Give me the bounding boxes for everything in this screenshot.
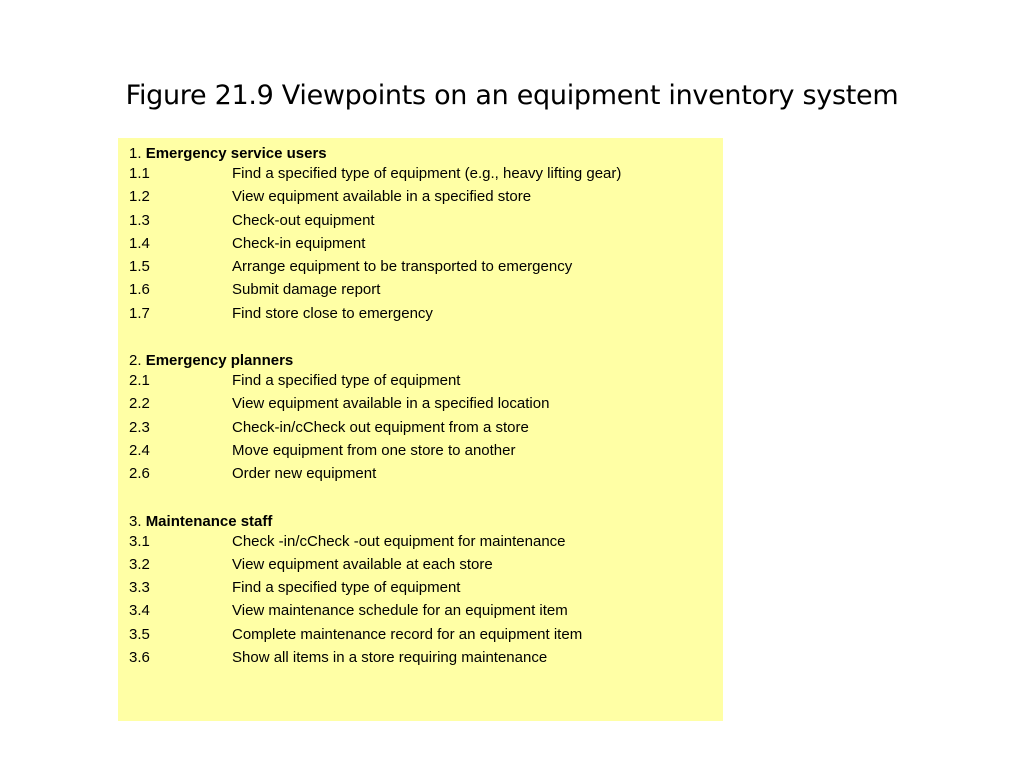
item-number: 2.6 <box>129 465 150 483</box>
section-title: Emergency service users <box>145 145 327 162</box>
item-number: 1.6 <box>129 281 150 299</box>
list-item <box>129 257 723 280</box>
viewpoints-panel <box>118 138 723 721</box>
item-text: View equipment available in a specified location <box>232 395 550 413</box>
list-item <box>129 555 723 578</box>
item-number: 2.4 <box>129 441 150 459</box>
list-item <box>129 187 723 210</box>
section-title: Emergency planners <box>145 352 294 370</box>
section-title: Maintenance staff <box>145 512 273 530</box>
item-number: 3.4 <box>129 602 150 620</box>
item-number: 1.3 <box>129 211 150 229</box>
section-number: 2. <box>129 352 142 370</box>
section-spacer <box>129 327 723 351</box>
item-number: 3.5 <box>129 625 150 643</box>
list-item <box>129 418 723 441</box>
list-item <box>129 532 723 555</box>
item-number: 3.2 <box>129 555 150 573</box>
item-text: Check -in/cCheck -out equipment for maintenance <box>232 532 566 550</box>
item-number: 3.6 <box>129 649 150 667</box>
item-number: 1.5 <box>129 258 150 276</box>
section-number: 3. <box>129 512 142 530</box>
list-item <box>129 648 723 671</box>
item-number: 1.2 <box>129 188 150 206</box>
list-item <box>129 441 723 464</box>
section-heading-maintenance-staff <box>129 512 723 532</box>
list-item <box>129 211 723 234</box>
item-text: Find a specified type of equipment <box>232 372 461 390</box>
list-item <box>129 164 723 187</box>
section-spacer <box>129 488 723 512</box>
list-item <box>129 304 723 327</box>
list-item <box>129 394 723 417</box>
item-text: View maintenance schedule for an equipment item <box>232 602 568 620</box>
item-text: Find a specified type of equipment (e.g., heavy lifting gear) <box>232 165 622 182</box>
item-text: Show all items in a store requiring maintenance <box>232 649 548 667</box>
list-item <box>129 601 723 624</box>
item-number: 3.1 <box>129 532 150 550</box>
item-number: 1.1 <box>129 165 150 182</box>
item-text: Move equipment from one store to another <box>232 441 516 459</box>
list-item <box>129 371 723 394</box>
item-text: Submit damage report <box>232 281 381 299</box>
item-text: Check-in/cCheck out equipment from a store <box>232 418 529 436</box>
item-number: 1.7 <box>129 304 150 322</box>
item-number: 2.1 <box>129 372 150 390</box>
list-item <box>129 234 723 257</box>
item-text: Find store close to emergency <box>232 304 433 322</box>
list-item <box>129 578 723 601</box>
item-text: Arrange equipment to be transported to emergency <box>232 258 573 276</box>
section-heading-emergency-planners <box>129 351 723 371</box>
item-text: View equipment available at each store <box>232 555 493 573</box>
item-text: Check-in equipment <box>232 234 366 252</box>
section-heading-emergency-service-users <box>129 144 723 164</box>
item-number: 1.4 <box>129 234 150 252</box>
item-text: Check-out equipment <box>232 211 375 229</box>
slide-title: Figure 21.9 Viewpoints on an equipment inventory system <box>125 80 899 111</box>
item-text: View equipment available in a specified store <box>232 188 532 206</box>
item-number: 2.3 <box>129 418 150 436</box>
list-item <box>129 464 723 487</box>
item-text: Find a specified type of equipment <box>232 579 461 597</box>
item-text: Complete maintenance record for an equipment item <box>232 625 583 643</box>
item-number: 2.2 <box>129 395 150 413</box>
section-number: 1. <box>129 145 142 162</box>
list-item <box>129 280 723 303</box>
list-item <box>129 625 723 648</box>
item-number: 3.3 <box>129 579 150 597</box>
item-text: Order new equipment <box>232 465 377 483</box>
